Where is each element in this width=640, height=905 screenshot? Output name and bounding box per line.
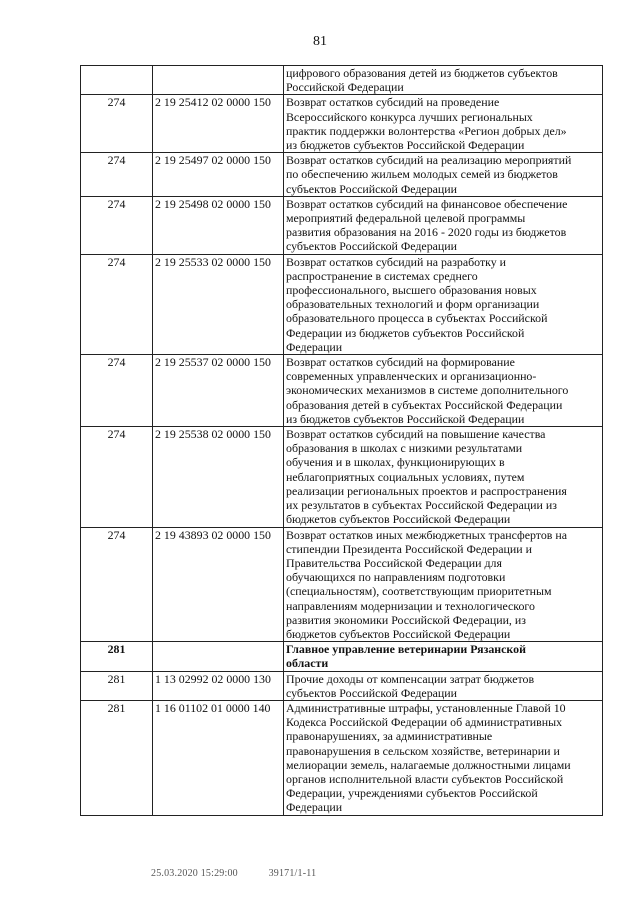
revenue-name-cell [284, 66, 603, 95]
revenue-name-line: Возврат остатков субсидий на финансовое обеспечение [286, 196, 568, 211]
table-row [81, 66, 603, 95]
revenue-name-line: Федерации из бюджетов субъектов Российской [286, 325, 525, 340]
admin-code-cell: 274 [81, 427, 153, 527]
admin-code-cell: 281 [81, 700, 153, 815]
table-row [81, 355, 603, 427]
table-row [81, 642, 603, 671]
table-row [81, 95, 603, 153]
revenue-name-line: Возврат остатков субсидий на проведение [286, 95, 500, 110]
budget-code-cell: 1 13 02992 02 0000 130 [153, 671, 284, 700]
revenue-name-line: мероприятий федеральной целевой программы [286, 211, 526, 226]
revenue-name-line: Возврат остатков субсидий на разработку и [286, 254, 507, 269]
revenue-name-cell [284, 196, 603, 254]
revenue-name-line: образования в школах с низкими результатами [286, 441, 523, 456]
revenue-name-line: современных управленческих и организационно- [286, 369, 537, 384]
revenue-name-line: (специальностям), соответствующим приоритетным [286, 584, 552, 599]
admin-code-cell: 274 [81, 153, 153, 197]
revenue-name-line: их результатов в субъектах Российской Федерации из [286, 498, 557, 513]
revenue-name-line: неблагоприятных социальных условиях, путем [286, 469, 525, 484]
revenue-name-cell [284, 95, 603, 153]
revenue-name-line: по обеспечению жильем молодых семей из бюджетов [286, 167, 558, 182]
revenue-name-line: мелиорации земель, налагаемые должностными лицами [286, 757, 571, 772]
revenue-name-line: Федерации [286, 339, 343, 354]
footer [151, 868, 344, 879]
revenue-name-line: Возврат остатков субсидий на формирование [286, 355, 515, 370]
revenue-name-cell [284, 254, 603, 354]
revenue-name-line: образовательного процесса в субъектах Российской [286, 311, 548, 326]
budget-code-cell: 2 19 25498 02 0000 150 [153, 196, 284, 254]
revenue-name-line: Правительства Российской Федерации для [286, 555, 502, 570]
revenue-name-line: направлениям модернизации и технологического [286, 598, 535, 613]
revenue-name-line: Административные штрафы, установленные Главой 10 [286, 700, 566, 715]
table-row [81, 254, 603, 354]
budget-code-cell: 2 19 25537 02 0000 150 [153, 355, 284, 427]
revenue-name-line: развития образования на 2016 - 2020 годы из бюджетов [286, 225, 567, 240]
budget-code-cell: 2 19 25412 02 0000 150 [153, 95, 284, 153]
revenue-name-line: Возврат остатков субсидий на реализацию мероприятий [286, 153, 572, 168]
revenue-name-line: Возврат остатков иных межбюджетных трансфертов на [286, 527, 568, 542]
revenue-name-line: цифрового образования детей из бюджетов субъектов [286, 66, 558, 80]
revenue-name-cell [284, 642, 603, 671]
revenue-name-line: Федерации [286, 800, 343, 815]
admin-code-cell: 274 [81, 355, 153, 427]
revenue-name-line: бюджетов субъектов Российской Федерации [286, 512, 511, 527]
revenue-name-line: обучающихся по направлениям подготовки [286, 570, 506, 585]
revenue-name-line: распространение в системах среднего [286, 268, 478, 283]
budget-code-cell: 2 19 25538 02 0000 150 [153, 427, 284, 527]
revenue-name-line: развития экономики Российской Федерации, из [286, 612, 526, 627]
revenue-name-line: стипендии Президента Российской Федерации и [286, 541, 532, 556]
table-body [81, 66, 603, 816]
table-row [81, 527, 603, 642]
revenue-name-line: области [286, 656, 329, 671]
revenue-name-line: реализации региональных проектов и распространения [286, 483, 567, 498]
table-row [81, 700, 603, 815]
revenue-name-line: из бюджетов субъектов Российской Федерации [286, 138, 525, 153]
revenue-name-cell [284, 355, 603, 427]
admin-code-cell: 274 [81, 527, 153, 642]
footer-doc-id: 39171/1-11 [268, 868, 317, 879]
revenue-name-line: правонарушения в сельском хозяйстве, ветеринарии и [286, 743, 560, 758]
admin-code-cell: 274 [81, 254, 153, 354]
budget-codes-table [80, 65, 603, 816]
budget-code-cell [153, 66, 284, 95]
revenue-name-cell [284, 153, 603, 197]
footer-timestamp: 25.03.2020 15:29:00 [151, 868, 238, 879]
revenue-name-line: из бюджетов субъектов Российской Федерации [286, 411, 525, 426]
revenue-name-line: органов исполнительной власти субъектов Российской [286, 771, 564, 786]
admin-code-cell: 274 [81, 95, 153, 153]
admin-code-cell: 281 [81, 642, 153, 671]
admin-code-cell [81, 66, 153, 95]
revenue-name-line: образования детей в субъектах Российской Федерации [286, 397, 563, 412]
admin-code-cell: 274 [81, 196, 153, 254]
budget-code-cell: 1 16 01102 01 0000 140 [153, 700, 284, 815]
revenue-name-line: образовательных технологий и форм организации [286, 297, 540, 312]
table-row [81, 153, 603, 197]
budget-code-cell: 2 19 43893 02 0000 150 [153, 527, 284, 642]
revenue-name-line: обучения и в школах, функционирующих в [286, 455, 505, 470]
budget-code-cell [153, 642, 284, 671]
revenue-name-line: Кодекса Российской Федерации об административных [286, 715, 563, 730]
table-row [81, 671, 603, 700]
revenue-name-line: бюджетов субъектов Российской Федерации [286, 626, 511, 641]
revenue-name-line: Прочие доходы от компенсации затрат бюджетов [286, 671, 535, 686]
revenue-name-line: Всероссийского конкурса лучших региональных [286, 109, 533, 124]
revenue-name-cell [284, 671, 603, 700]
admin-code-cell: 281 [81, 671, 153, 700]
revenue-name-line: субъектов Российской Федерации [286, 239, 458, 254]
revenue-name-line: Главное управление ветеринарии Рязанской [286, 642, 526, 657]
budget-code-cell: 2 19 25533 02 0000 150 [153, 254, 284, 354]
revenue-name-line: правонарушениях, за административные [286, 729, 493, 744]
revenue-name-cell [284, 427, 603, 527]
revenue-name-line: Российской Федерации [286, 80, 404, 95]
revenue-name-line: субъектов Российской Федерации [286, 181, 458, 196]
revenue-name-line: профессионального, высшего образования новых [286, 283, 537, 298]
budget-code-cell: 2 19 25497 02 0000 150 [153, 153, 284, 197]
revenue-name-cell [284, 700, 603, 815]
revenue-name-line: субъектов Российской Федерации [286, 685, 458, 700]
revenue-name-line: практик поддержки волонтерства «Регион добрых дел» [286, 123, 567, 138]
page-number: 81 [313, 34, 327, 49]
revenue-name-cell [284, 527, 603, 642]
revenue-name-line: Федерации, учреждениями субъектов Российской [286, 786, 538, 801]
table-row [81, 427, 603, 527]
revenue-name-line: экономических механизмов в системе дополнительного [286, 383, 569, 398]
table-row [81, 196, 603, 254]
revenue-name-line: Возврат остатков субсидий на повышение качества [286, 427, 546, 442]
